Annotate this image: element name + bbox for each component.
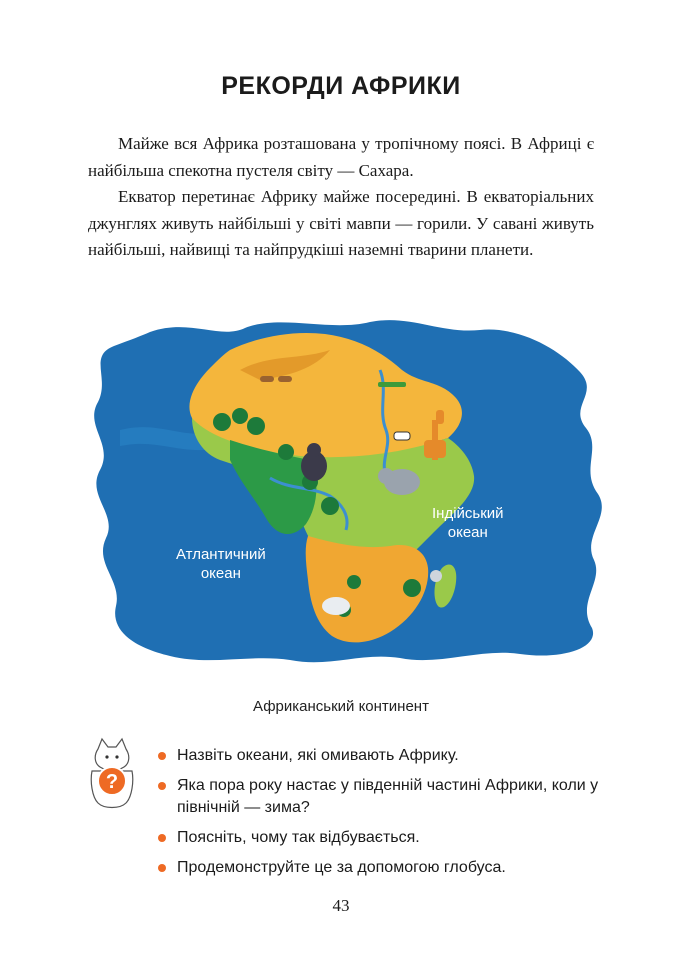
list-item xyxy=(158,857,608,879)
crocodile-icon xyxy=(378,382,406,387)
intro-text xyxy=(88,131,594,264)
intro-paragraph: Екватор перетинає Африку майже посередині. В екваторіальних джунглях живуть найбільші у світі мавпи — горили. У савані живуть найбільші, найвищі та найпрудкіші наземні тварини планети. xyxy=(88,187,594,259)
page-title: РЕКОРДИ АФРИКИ xyxy=(221,72,461,100)
lemur-icon xyxy=(430,570,442,582)
list-item xyxy=(158,827,608,849)
atlantic-ocean-label: Атлантичний океан xyxy=(176,546,266,582)
intro-paragraph: Майже вся Африка розташована у тропічному поясі. В Африці є найбільша спекотна пустеля світу — Сахара. xyxy=(88,134,594,180)
question-text: Назвіть океани, які омивають Африку. xyxy=(177,747,459,764)
map-caption: Африканський континент xyxy=(253,698,429,715)
list-item xyxy=(158,775,608,819)
list-item xyxy=(158,745,608,767)
rhino-icon xyxy=(322,597,350,615)
indian-ocean-label: Індійський океан xyxy=(432,505,504,541)
question-text: Яка пора року настає у південній частині Африки, коли у північній — зима? xyxy=(177,777,599,816)
africa-map xyxy=(80,310,602,668)
bullet-icon xyxy=(158,752,166,760)
zebra-icon xyxy=(394,432,410,440)
bullet-icon xyxy=(158,864,166,872)
bullet-icon xyxy=(158,782,166,790)
cat-question-icon xyxy=(82,735,142,810)
page-number: 43 xyxy=(332,896,350,915)
bullet-icon xyxy=(158,834,166,842)
africa-map-illustration xyxy=(80,310,602,668)
question-mark-icon: ? xyxy=(105,771,119,793)
question-list xyxy=(158,745,608,887)
question-text: Поясніть, чому так відбувається. xyxy=(177,829,420,846)
question-text: Продемонструйте це за допомогою глобуса. xyxy=(177,859,506,876)
